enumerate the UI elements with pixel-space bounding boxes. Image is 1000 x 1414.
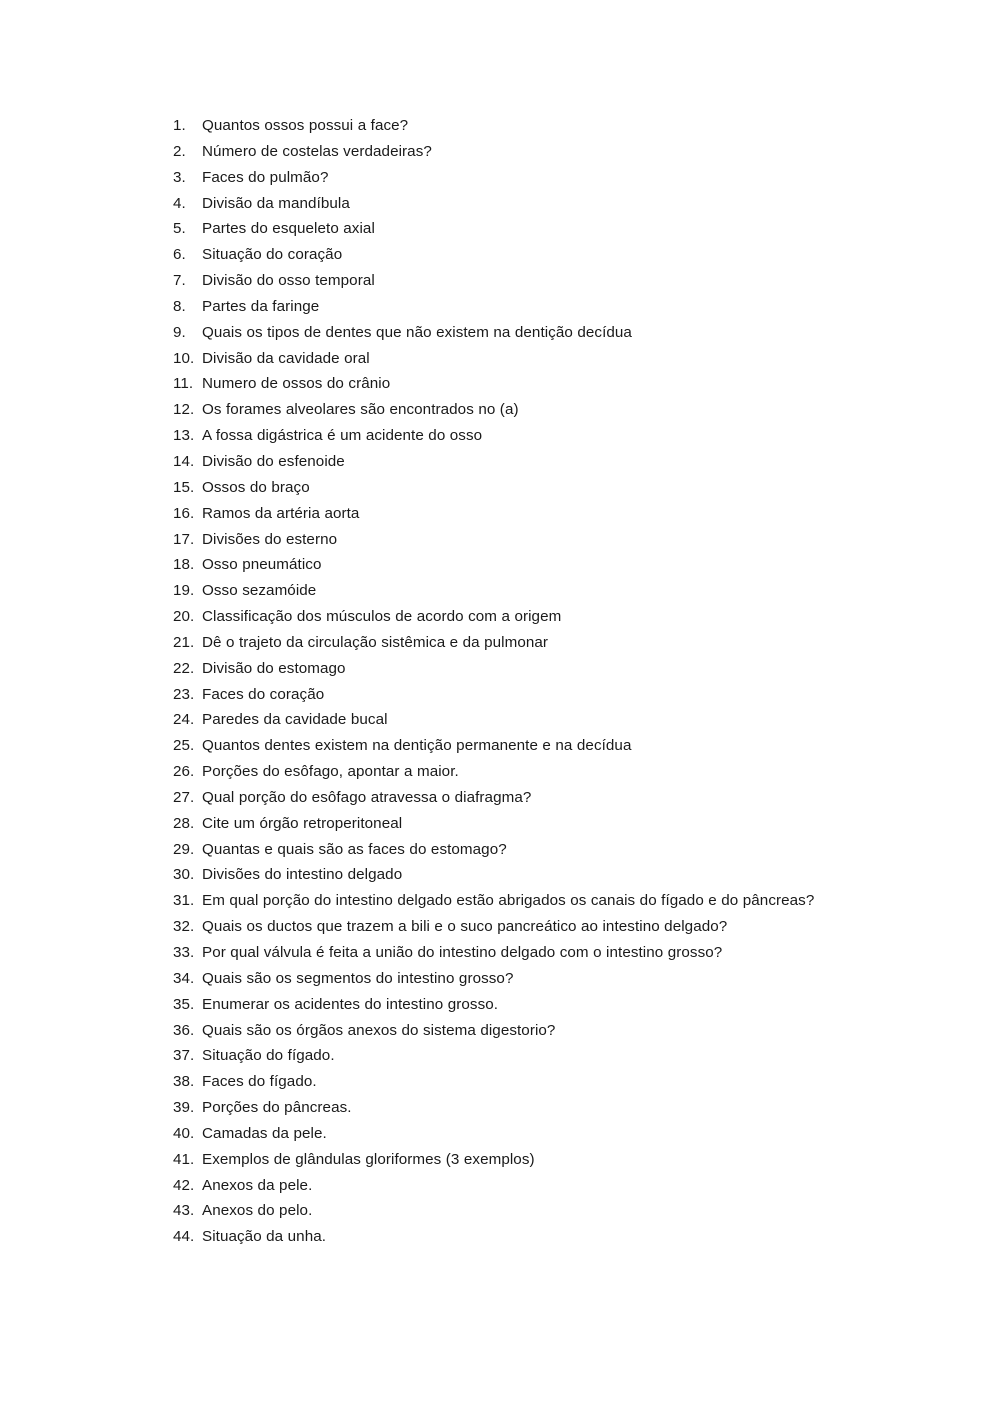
list-item [173, 1069, 873, 1095]
question-text: Ramos da artéria aorta [202, 504, 360, 522]
question-text: Divisão da mandíbula [202, 194, 350, 212]
list-item [173, 139, 873, 165]
list-item [173, 501, 873, 527]
list-item [173, 268, 873, 294]
list-item [173, 707, 873, 733]
question-text: Faces do coração [202, 685, 325, 703]
list-item [173, 1147, 873, 1173]
question-text: Divisão do esfenoide [202, 452, 345, 470]
question-text: Partes do esqueleto axial [202, 220, 375, 238]
list-item [173, 862, 873, 888]
list-item [173, 940, 873, 966]
question-text: Porções do pâncreas. [202, 1099, 352, 1117]
list-item [173, 320, 873, 346]
list-item [173, 242, 873, 268]
list-item [173, 1043, 873, 1069]
list-item [173, 294, 873, 320]
question-text: Quantos ossos possui a face? [202, 117, 409, 134]
question-text: Situação da unha. [202, 1228, 327, 1246]
question-text: Quantas e quais são as faces do estomago? [202, 840, 507, 858]
question-text: Divisão do estomago [202, 659, 346, 677]
list-item [173, 604, 873, 630]
question-text: Divisão do osso temporal [202, 272, 375, 290]
document-body [173, 113, 873, 1250]
question-text: Anexos da pele. [202, 1176, 313, 1194]
question-text: Classificação dos músculos de acordo com a origem [202, 608, 562, 626]
question-text: Situação do coração [202, 246, 343, 264]
question-text: Quais os tipos de dentes que não existem na dentição decídua [202, 323, 632, 341]
question-text: Partes da faringe [202, 297, 320, 315]
question-text: Cite um órgão retroperitoneal [202, 814, 403, 832]
list-item [173, 759, 873, 785]
question-text: Quantos dentes existem na dentição permanente e na decídua [202, 737, 632, 755]
list-item [173, 527, 873, 553]
question-text: Paredes da cavidade bucal [202, 711, 388, 729]
list-item [173, 397, 873, 423]
question-text: Os forames alveolares são encontrados no (a) [202, 401, 519, 419]
list-item [173, 449, 873, 475]
list-item [173, 371, 873, 397]
list-item [173, 113, 873, 139]
list-item [173, 1198, 873, 1224]
question-text: Número de costelas verdadeiras? [202, 142, 432, 160]
list-item [173, 552, 873, 578]
question-text: Faces do fígado. [202, 1073, 317, 1091]
question-text: Osso pneumático [202, 556, 322, 574]
question-text: Qual porção do esôfago atravessa o diafragma? [202, 788, 532, 806]
question-text: Por qual válvula é feita a união do intestino delgado com o intestino grosso? [202, 944, 723, 961]
list-item [173, 992, 873, 1018]
list-item [173, 191, 873, 217]
list-item [173, 1018, 873, 1044]
question-text: Osso sezamóide [202, 582, 317, 600]
question-text: Faces do pulmão? [202, 168, 329, 186]
list-item [173, 837, 873, 863]
list-item [173, 346, 873, 372]
list-item [173, 811, 873, 837]
list-item [173, 888, 873, 914]
question-text: Camadas da pele. [202, 1124, 327, 1142]
question-text: Exemplos de glândulas gloriformes (3 exemplos) [202, 1150, 535, 1168]
question-text: Divisão da cavidade oral [202, 349, 370, 367]
list-item [173, 475, 873, 501]
question-text: Enumerar os acidentes do intestino grosso. [202, 995, 499, 1013]
list-item [173, 682, 873, 708]
question-text: Quais são os órgãos anexos do sistema digestorio? [202, 1021, 556, 1039]
list-item [173, 1095, 873, 1121]
question-text: Quais os ductos que trazem a bili e o suco pancreático ao intestino delgado? [202, 918, 728, 936]
list-item [173, 630, 873, 656]
list-item [173, 785, 873, 811]
list-item [173, 914, 873, 940]
question-text: Anexos do pelo. [202, 1202, 313, 1220]
list-item [173, 423, 873, 449]
question-text: Situação do fígado. [202, 1047, 335, 1065]
list-item [173, 1173, 873, 1199]
list-item [173, 656, 873, 682]
list-item [173, 1224, 873, 1250]
question-text: Divisões do intestino delgado [202, 866, 403, 884]
question-text: Em qual porção do intestino delgado estão abrigados os canais do fígado e do pâncreas? [202, 892, 815, 910]
list-item [173, 216, 873, 242]
question-text: Ossos do braço [202, 478, 310, 496]
question-list [173, 113, 873, 1250]
question-text: Quais são os segmentos do intestino grosso? [202, 969, 514, 987]
list-item [173, 966, 873, 992]
list-item [173, 733, 873, 759]
list-item [173, 1121, 873, 1147]
question-text: Dê o trajeto da circulação sistêmica e da pulmonar [202, 633, 549, 651]
question-text: A fossa digástrica é um acidente do osso [202, 427, 483, 445]
question-text: Divisões do esterno [202, 530, 338, 548]
list-item [173, 165, 873, 191]
list-item [173, 578, 873, 604]
question-text: Numero de ossos do crânio [202, 375, 391, 393]
question-text: Porções do esôfago, apontar a maior. [202, 763, 459, 781]
